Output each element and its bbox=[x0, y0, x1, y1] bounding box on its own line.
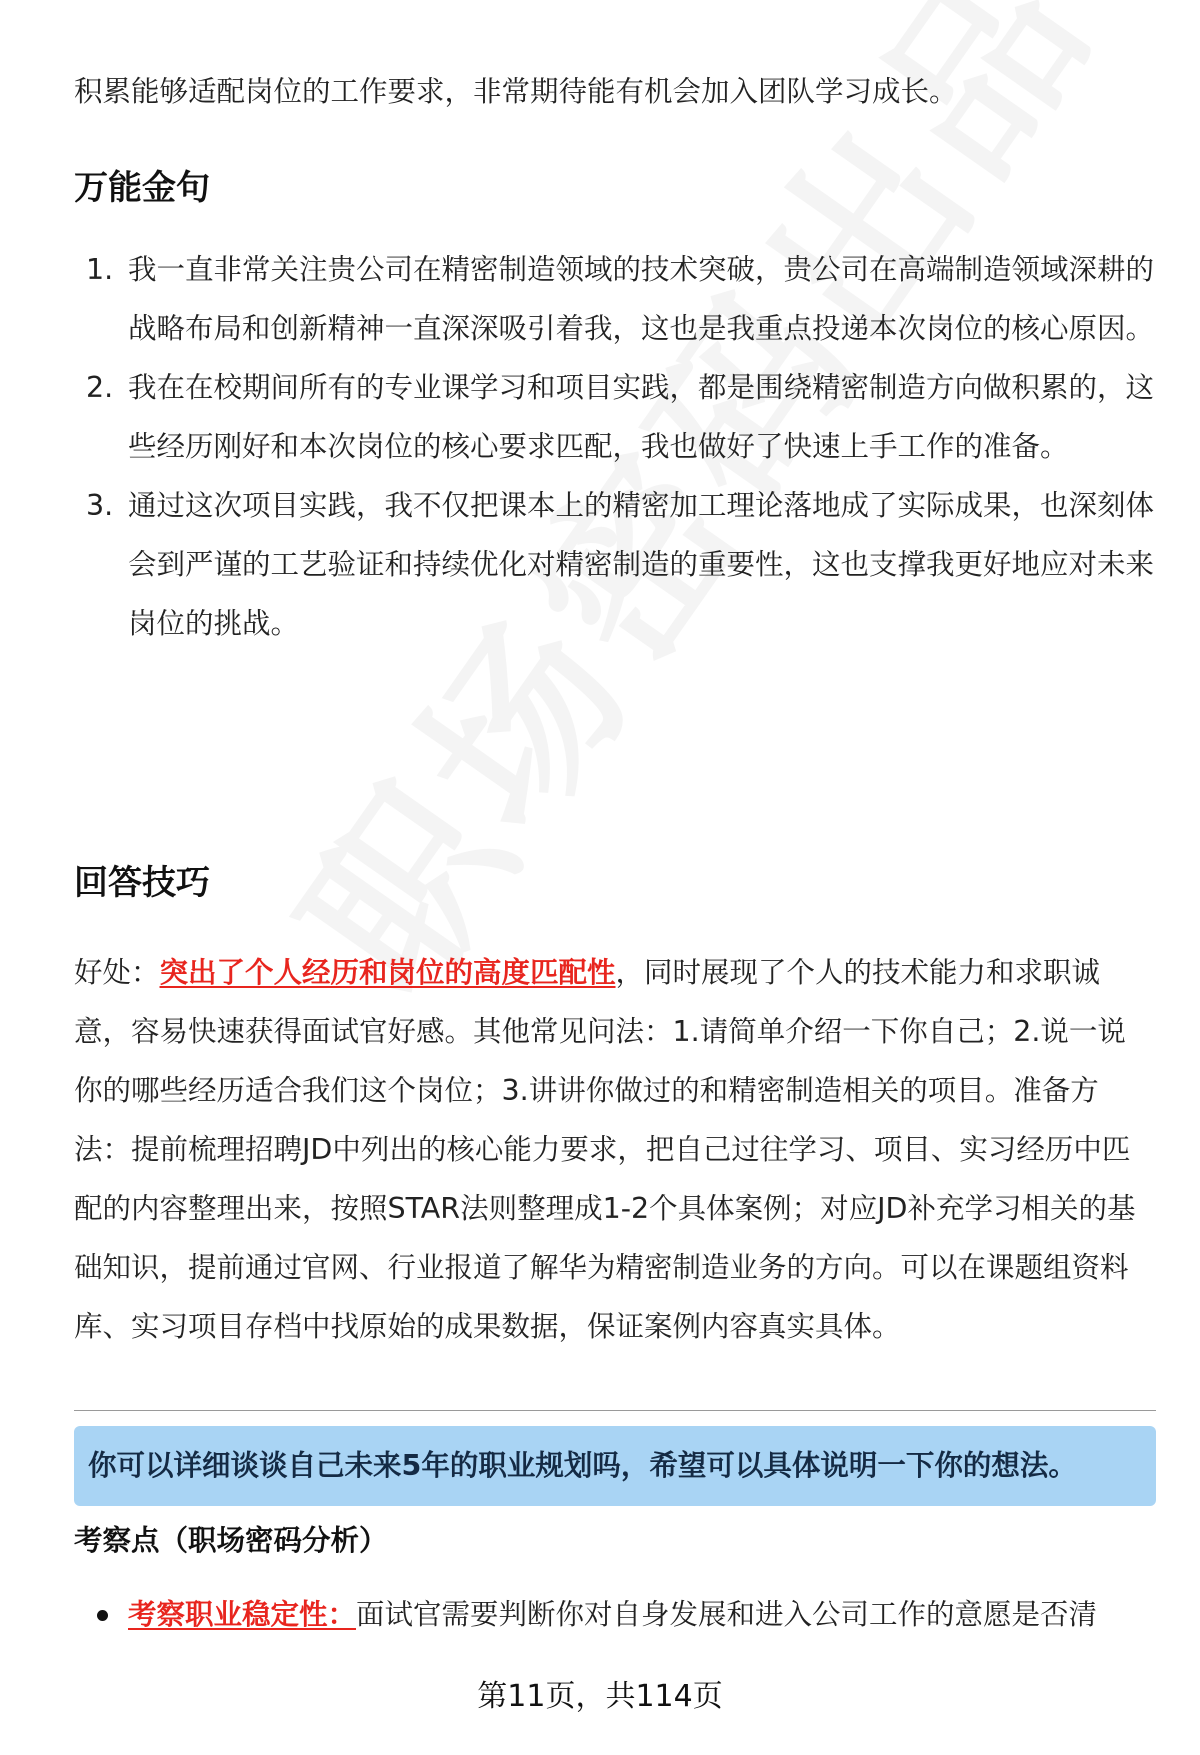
section-divider bbox=[74, 1410, 1156, 1411]
bullet-content bbox=[128, 1590, 1097, 1640]
list-item-text: 我在在校期间所有的专业课学习和项目实践，都是围绕精密制造方向做积累的，这些经历刚好和本次岗位的核心要求匹配，我也做好了快速上手工作的准备。 bbox=[128, 371, 1155, 463]
tips-prefix: 好处： bbox=[74, 956, 160, 989]
answer-tips-paragraph bbox=[74, 943, 1154, 1356]
list-item bbox=[74, 476, 1154, 653]
bullet-text: 面试官需要判断你对自身发展和进入公司工作的意愿是否清 bbox=[356, 1598, 1098, 1631]
list-number: 1. bbox=[86, 253, 114, 286]
bullet-dot-icon bbox=[97, 1610, 108, 1621]
list-item-text: 我一直非常关注贵公司在精密制造领域的技术突破，贵公司在高端制造领域深耕的战略布局和创新精神一直深深吸引着我，这也是我重点投递本次岗位的核心原因。 bbox=[128, 253, 1155, 345]
section-heading-golden-sentences: 万能金句 bbox=[74, 168, 210, 208]
golden-sentences-list bbox=[74, 240, 1154, 653]
page-number: 第11页，共114页 bbox=[477, 1679, 723, 1714]
intro-line: 积累能够适配岗位的工作要求，非常期待能有机会加入团队学习成长。 bbox=[74, 75, 958, 108]
list-number: 2. bbox=[86, 371, 114, 404]
list-item bbox=[74, 240, 1154, 358]
question-text: 你可以详细谈谈自己未来5年的职业规划吗，希望可以具体说明一下你的想法。 bbox=[88, 1449, 1077, 1482]
tips-highlight: 突出了个人经历和岗位的高度匹配性 bbox=[159, 956, 616, 989]
tips-body: ，同时展现了个人的技术能力和求职诚意，容易快速获得面试官好感。其他常见问法：1.请简单介绍一下你自己；2.说一说你的哪些经历适合我们这个岗位；3.讲讲你做过的和精密制造相关的项目。准备方法：提前梳理招聘JD中列出的核心能力要求，把自己过往学习、项目、实习经历中匹配的内容整理出来，按照STAR法则整理成1-2个具体案例；对应JD补充学习相关的基础知识，提前通过官网、行业报道了解华为精密制造业务的方向。可以在课题组资料库、实习项目存档中找原始的成果数据，保证案例内容真实具体。 bbox=[74, 956, 1136, 1343]
analysis-heading: 考察点（职场密码分析） bbox=[74, 1524, 388, 1557]
list-item bbox=[74, 358, 1154, 476]
list-item-text: 通过这次项目实践，我不仅把课本上的精密加工理论落地成了实际成果，也深刻体会到严谨的工艺验证和持续优化对精密制造的重要性，这也支撑我更好地应对未来岗位的挑战。 bbox=[128, 489, 1155, 640]
question-box bbox=[74, 1426, 1156, 1506]
list-number: 3. bbox=[86, 489, 114, 522]
section-heading-answer-tips: 回答技巧 bbox=[74, 863, 210, 903]
bullet-label: 考察职业稳定性： bbox=[128, 1598, 357, 1631]
